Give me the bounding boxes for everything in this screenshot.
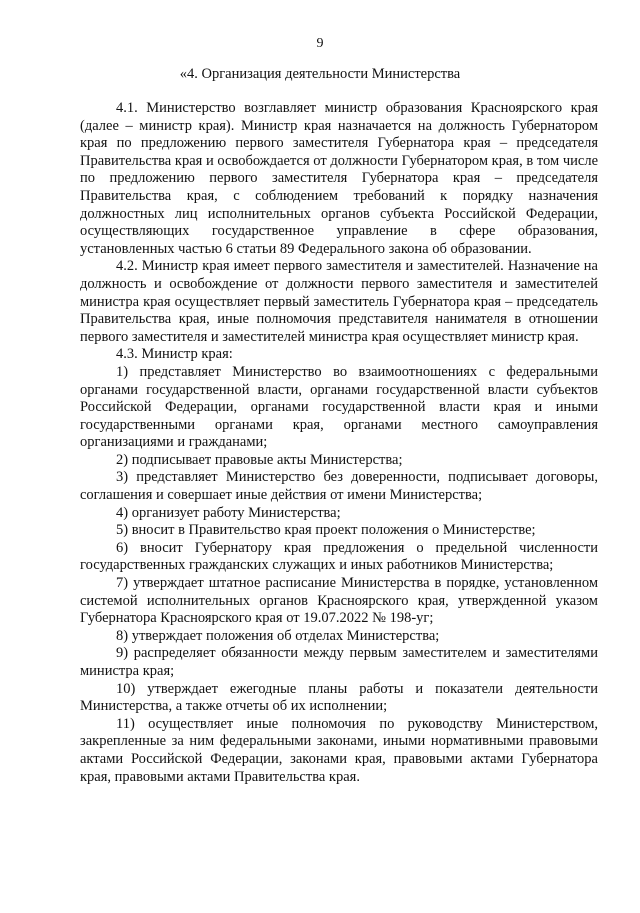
list-item-10: 10) утверждает ежегодные планы работы и показатели деятельности Министерства, а также отчеты об их исполнении; xyxy=(80,680,598,715)
list-item-6: 6) вносит Губернатору края предложения о предельной численности государственных гражданских служащих и иных работников Министерства; xyxy=(80,539,598,574)
page-number: 9 xyxy=(316,36,324,51)
paragraph-4-1: 4.1. Министерство возглавляет министр образования Красноярского края (далее – министр края). Министр края назначается на должность Губернатором края по предложению первого заместителя Губернатора края – председателя Правительства края и освобождается от должности Губернатором края, в том числе по предложению первого заместителя Губернатора края – председателя Правительства края, с соблюдением требований к порядку назначения должностных лиц исполнительных органов субъекта Российской Федерации, осуществляющих государственное управление в сфере образования, установленных частью 6 статьи 89 Федерального закона об образовании. xyxy=(80,100,598,257)
list-item-3: 3) представляет Министерство без доверенности, подписывает договоры, соглашения и совершает иные действия от имени Министерства; xyxy=(80,469,598,504)
list-item-1: 1) представляет Министерство во взаимоотношениях с федеральными органами государственной власти, органами государственной власти субъектов Российской Федерации, органами государственной власти края и иными государственными органами края, органами местного самоуправления организациями и гражданами; xyxy=(80,363,598,451)
paragraph-4-2: 4.2. Министр края имеет первого заместителя и заместителей. Назначение на должность и освобождение от должности первого заместителя и заместителей министра края осуществляет первый заместитель Губернатора края – председатель Правительства края, иные полномочия представителя нанимателя в отношении первого заместителя и заместителей министра края осуществляет министр края. xyxy=(80,258,598,345)
list-item-8: 8) утверждает положения об отделах Министерства; xyxy=(116,627,440,644)
list-item-11: 11) осуществляет иные полномочия по руководству Министерством, закрепленные за ним федеральными законами, иными нормативными правовыми актами Российской Федерации, законами края, правовыми актами Губернатора края, правовыми актами Правительства края. xyxy=(80,715,598,785)
section-title: «4. Организация деятельности Министерства xyxy=(179,66,461,82)
list-item-9: 9) распределяет обязанности между первым заместителем и заместителями министра края; xyxy=(80,645,598,679)
document-body xyxy=(80,100,598,786)
paragraph-4-3: 4.3. Министр края: xyxy=(116,346,233,363)
list-item-7: 7) утверждает штатное расписание Министерства в порядке, установленном системой исполнительных органов Красноярского края, утвержденной указом Губернатора Красноярского края от 19.07.2022 № 198-уг; xyxy=(80,575,598,627)
list-item-5: 5) вносит в Правительство края проект положения о Министерстве; xyxy=(116,522,536,539)
list-item-4: 4) организует работу Министерства; xyxy=(116,504,341,521)
list-item-2: 2) подписывает правовые акты Министерства; xyxy=(116,451,403,468)
